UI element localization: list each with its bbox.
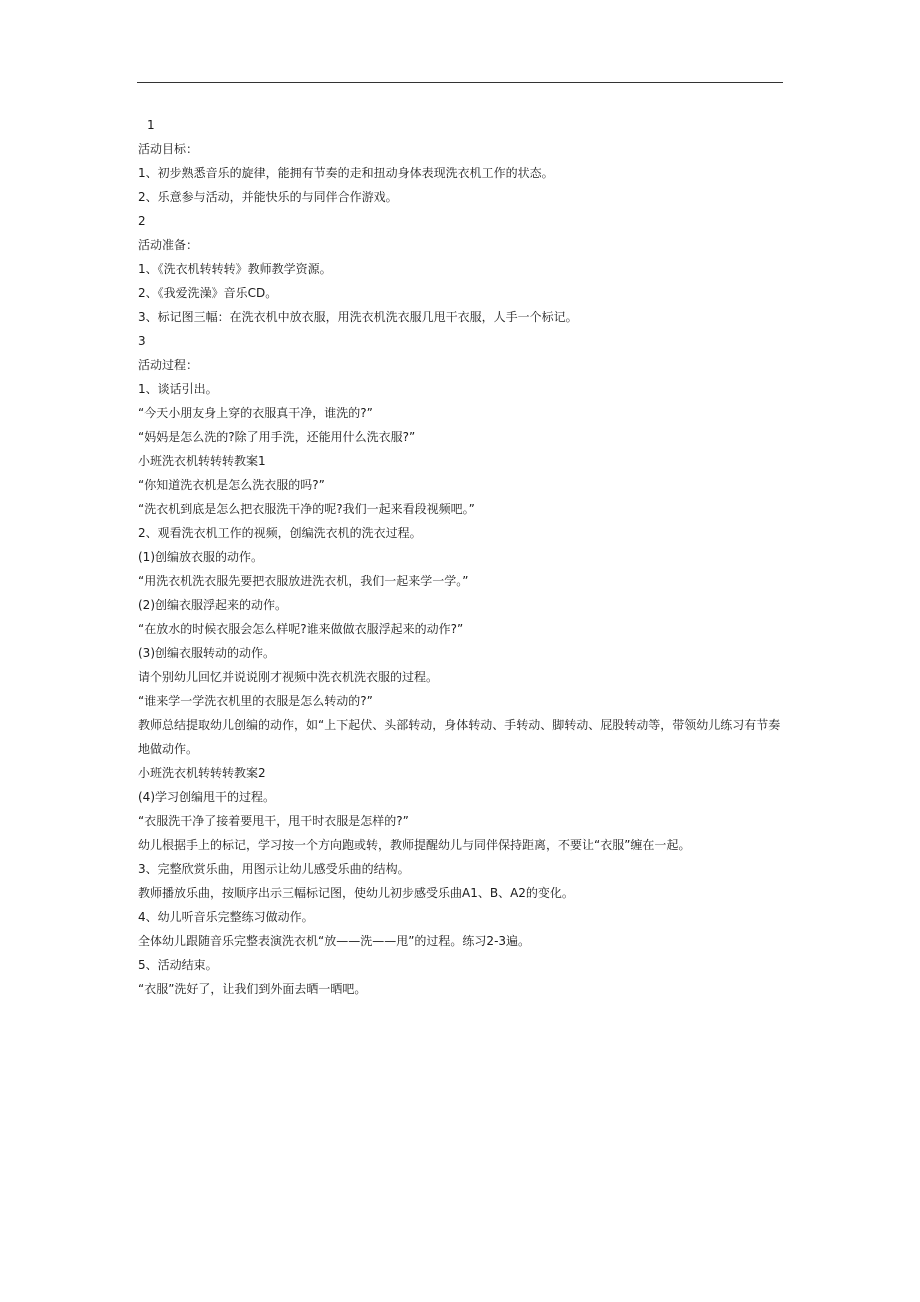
text-line: 2、《我爱洗澡》音乐CD。: [138, 286, 278, 300]
text-line: “洗衣机到底是怎么把衣服洗干净的呢?我们一起来看段视频吧。”: [138, 502, 475, 516]
section-number: 3: [138, 334, 146, 348]
text-line: “用洗衣机洗衣服先要把衣服放进洗衣机，我们一起来学一学。”: [138, 574, 469, 588]
text-line: “在放水的时候衣服会怎么样呢?谁来做做衣服浮起来的动作?”: [138, 622, 464, 636]
heading-process: 活动过程：: [138, 358, 199, 372]
text-line: (4)学习创编甩干的过程。: [138, 790, 275, 804]
subtitle-line: 小班洗衣机转转转教案1: [138, 454, 266, 468]
section-number: 2: [138, 214, 146, 228]
text-line: “衣服洗干净了接着要甩干，甩干时衣服是怎样的?”: [138, 814, 409, 828]
text-line: 5、活动结束。: [138, 958, 218, 972]
text-line: (3)创编衣服转动的动作。: [138, 646, 275, 660]
text-line: 3、完整欣赏乐曲，用图示让幼儿感受乐曲的结构。: [138, 862, 410, 876]
text-paragraph: 教师总结提取幼儿创编的动作，如“上下起伏、头部转动，身体转动、手转动、脚转动、屁股转动等，带领幼儿练习有节奏地做动作。: [138, 718, 781, 756]
text-line: 3、标记图三幅：在洗衣机中放衣服，用洗衣机洗衣服几甩干衣服，人手一个标记。: [138, 310, 578, 324]
subtitle-line: 小班洗衣机转转转教案2: [138, 766, 266, 780]
text-line: “衣服”洗好了，让我们到外面去晒一晒吧。: [138, 982, 367, 996]
text-line: 2、观看洗衣机工作的视频，创编洗衣机的洗衣过程。: [138, 526, 422, 540]
text-line: 4、幼儿听音乐完整练习做动作。: [138, 910, 314, 924]
header-rule: [137, 82, 783, 83]
text-line: (2)创编衣服浮起来的动作。: [138, 598, 287, 612]
heading-preparation: 活动准备：: [138, 238, 199, 252]
text-line: 1、谈话引出。: [138, 382, 218, 396]
text-line: (1)创编放衣服的动作。: [138, 550, 263, 564]
text-line: 1、初步熟悉音乐的旋律，能拥有节奏的走和扭动身体表现洗衣机工作的状态。: [138, 166, 554, 180]
text-line: “谁来学一学洗衣机里的衣服是怎么转动的?”: [138, 694, 373, 708]
document-body: [138, 113, 788, 1001]
heading-goals: 活动目标：: [138, 142, 199, 156]
text-line: 1、《洗衣机转转转》教师教学资源。: [138, 262, 332, 276]
text-line: 幼儿根据手上的标记，学习按一个方向跑或转，教师提醒幼儿与同伴保持距离，不要让“衣服”缠在一起。: [138, 838, 691, 852]
text-line: 请个别幼儿回忆并说说刚才视频中洗衣机洗衣服的过程。: [138, 670, 439, 684]
text-line: 教师播放乐曲，按顺序出示三幅标记图，使幼儿初步感受乐曲A1、B、A2的变化。: [138, 886, 574, 900]
text-line: “今天小朋友身上穿的衣服真干净，谁洗的?”: [138, 406, 373, 420]
section-number: 1: [147, 118, 155, 132]
text-line: “妈妈是怎么洗的?除了用手洗，还能用什么洗衣服?”: [138, 430, 416, 444]
text-line: 2、乐意参与活动，并能快乐的与同伴合作游戏。: [138, 190, 398, 204]
text-line: “你知道洗衣机是怎么洗衣服的吗?”: [138, 478, 325, 492]
text-line: 全体幼儿跟随音乐完整表演洗衣机“放——洗——甩”的过程。练习2-3遍。: [138, 934, 531, 948]
